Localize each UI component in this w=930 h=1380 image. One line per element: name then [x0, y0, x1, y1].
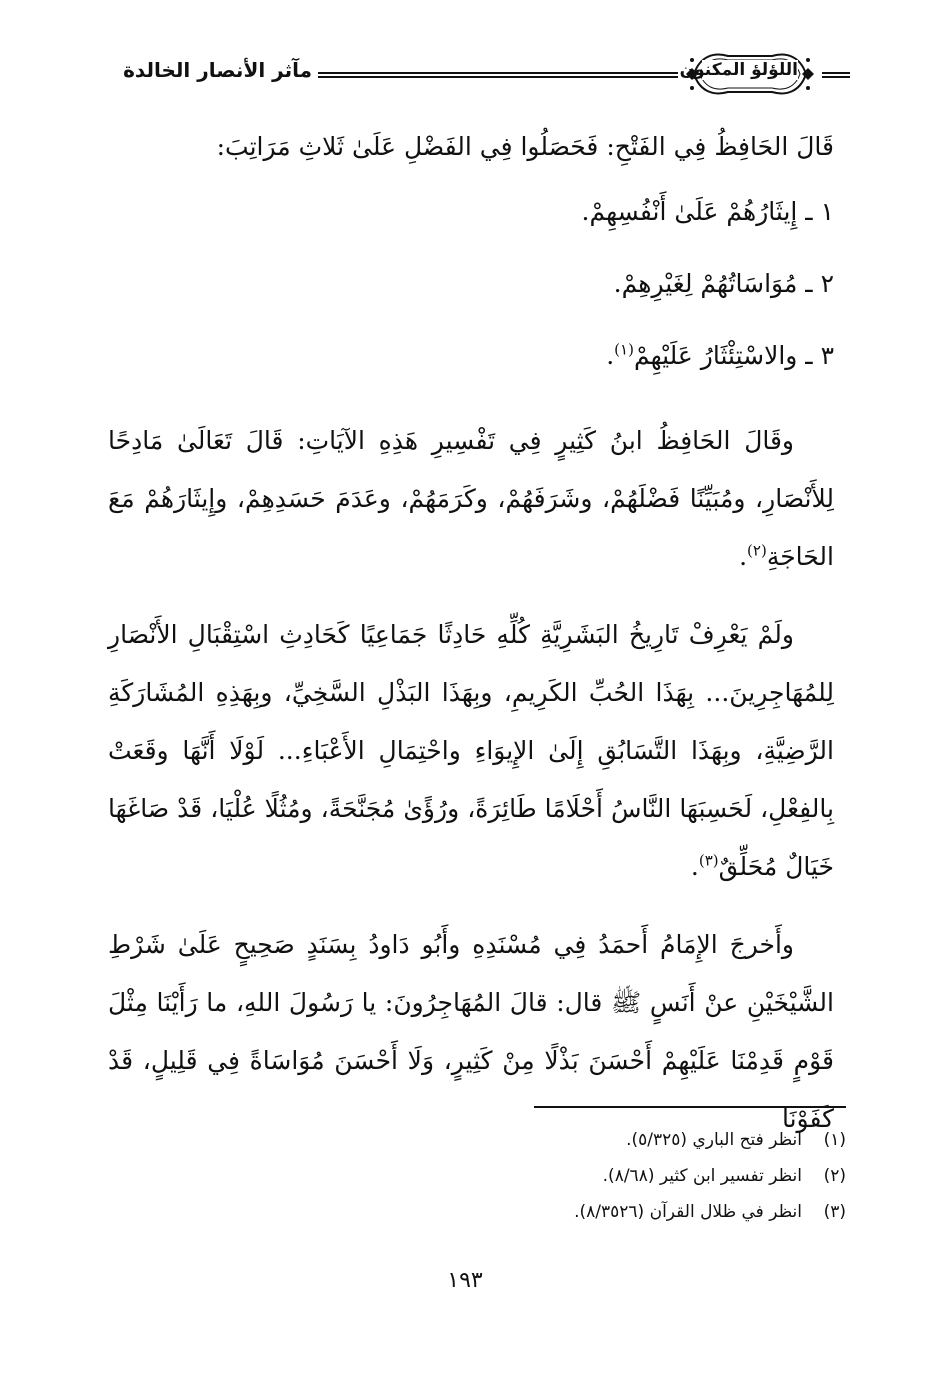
- footnote: [300, 1158, 846, 1194]
- footnote-ref[interactable]: (٢): [747, 541, 767, 560]
- paragraph-text: وأَخرجَ الإِمَامُ أَحمَدُ فِي مُسْنَدِهِ وأَبُو دَاودُ بِسَنَدٍ صَحِيحٍ عَلَىٰ شَرْطِ الشَّيْخَيْنِ عنْ أَنَسٍ ﷺ قال: قالَ المُهَاجِرُونَ: يا رَسُولَ اللهِ، ما رَأَيْنَا مِثْلَ قَوْمٍ قَدِمْنَا عَلَيْهِمْ أَحْسَنَ بَذْلًا مِنْ كَثِيرٍ، وَلَا أَحْسَنَ مُوَاسَاةً فِي قَلِيلٍ، قَدْ كَفَوْنَا: [108, 930, 834, 1133]
- list-item-text: ٣ ـ والاسْتِئْثَارُ عَلَيْهِمْ: [633, 341, 834, 370]
- footnote-text: انظر تفسير ابن كثير (٨/٦٨).: [602, 1166, 802, 1186]
- paragraph-hadith: [108, 916, 834, 1148]
- main-text: [108, 118, 834, 1148]
- footnote-number: (٢): [823, 1166, 846, 1186]
- intro-text: قَالَ الحَافِظُ فِي الفَتْحِ: فَحَصَلُوا فِي الفَضْلِ عَلَىٰ ثَلاثِ مَرَاتِبَ:: [216, 132, 834, 161]
- header-double-rule: [318, 72, 678, 78]
- book-title-ornament: [679, 48, 816, 100]
- list-item: [108, 176, 834, 248]
- book-title: اللؤلؤ المكنون: [679, 60, 798, 80]
- footnote: [300, 1122, 846, 1158]
- footnote-text: انظر في ظلال القرآن (٨/٣٥٢٦).: [574, 1202, 802, 1222]
- running-header: [80, 48, 850, 100]
- list-item-text: ١ ـ إِيثَارُهُمْ عَلَىٰ أَنْفُسِهِمْ.: [581, 197, 834, 226]
- footnote-number: (١): [823, 1130, 846, 1150]
- running-title: مآثر الأنصار الخالدة: [123, 58, 312, 82]
- footnote: [300, 1194, 846, 1230]
- footnote-ref[interactable]: (١): [614, 340, 634, 359]
- footnote-ref[interactable]: (٣): [698, 851, 719, 870]
- intro-paragraph: [108, 118, 834, 176]
- paragraph-text: وقَالَ الحَافِظُ ابنُ كَثِيرٍ فِي تَفْسِيرِ هَذِهِ الآيَاتِ: قَالَ تَعَالَىٰ مَادِحًا لِلأَنْصَارِ، ومُبَيِّنًا فَضْلَهُمْ، وشَرَفَهُمْ، وكَرَمَهُمْ، وعَدَمَ حَسَدِهِمْ، وإِيثَارَهُمْ مَعَ الحَاجَةِ: [108, 426, 834, 571]
- list-item: [108, 248, 834, 320]
- footnote-number: (٣): [823, 1202, 846, 1222]
- footnote-text: انظر فتح الباري (٥/٣٢٥).: [626, 1130, 802, 1150]
- footnotes: [300, 1122, 846, 1230]
- paragraph-ibn-kathir: [108, 412, 834, 586]
- paragraph-end-mark: .: [690, 852, 699, 881]
- page-number: ١٩٣: [447, 1268, 483, 1293]
- footnote-separator: [534, 1106, 846, 1108]
- paragraph-end-mark: .: [739, 542, 748, 571]
- paragraph-text: ولَمْ يَعْرِفْ تَارِيخُ البَشَرِيَّةِ كُلِّهِ حَادِثًا جَمَاعِيًا كَحَادِثِ اسْتِقْبَالِ الأَنْصَارِ لِلمُهَاجِرِينَ... بِهَذَا الحُبِّ الكَرِيمِ، وبِهَذَا البَذْلِ السَّخِيِّ، وبِهَذِهِ المُشَارَكَةِ الرَّضِيَّةِ، وبِهَذَا التَّسَابُقِ إِلَىٰ الإِيوَاءِ واحْتِمَالِ الأَعْبَاءِ... لَوْلَا أَنَّهَا وقَعَتْ بِالفِعْلِ، لَحَسِبَهَا النَّاسُ أَحْلَامًا طَائِرَةً، ورُؤًىٰ مُجَنَّحَةً، ومُثُلًا عُلْيَا، قَدْ صَاغَهَا خَيَالٌ مُحَلِّقٌ: [108, 620, 834, 881]
- header-double-rule-short: [822, 72, 850, 78]
- list-item: [108, 320, 834, 392]
- list-end-mark: .: [606, 341, 615, 370]
- paragraph-history: [108, 606, 834, 896]
- list-item-text: ٢ ـ مُوَاسَاتُهُمْ لِغَيْرِهِمْ.: [613, 269, 834, 298]
